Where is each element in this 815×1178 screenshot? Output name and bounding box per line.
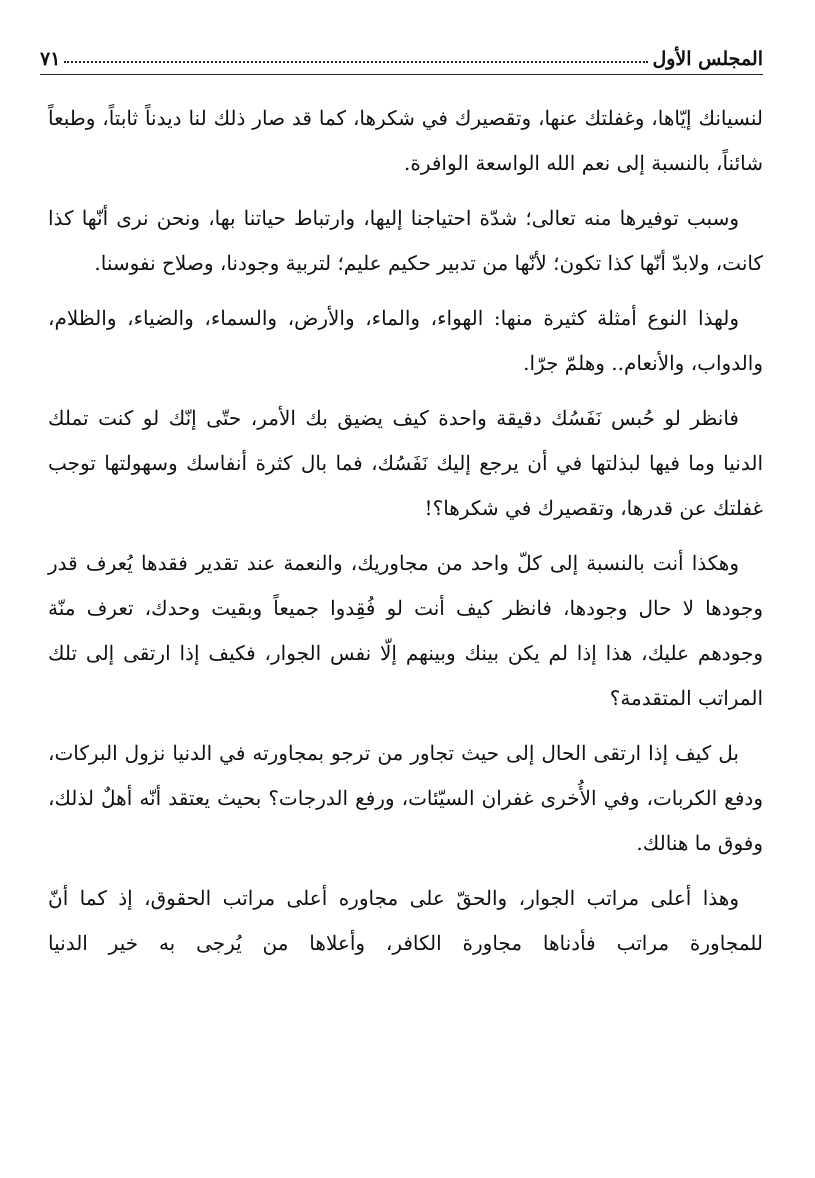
paragraph-6: بل كيف إذا ارتقى الحال إلى حيث تجاور من ترجو بمجاورته في الدنيا نزول البركات، ودفع الكربات، وفي الأُخرى غفران السيّئات، ورفع الدرجات؟ بحيث يعتقد أنّه أهلٌ لذلك، وفوق ما هنالك. [48, 741, 763, 855]
paragraph-5: وهكذا أنت بالنسبة إلى كلّ واحد من مجاوريك، والنعمة عند تقدير فقدها يُعرف قدر وجودها لا حال وجودها، فانظر كيف أنت لو فُقِدوا جميعاً وبقيت وحدك، تعرف منّة وجودهم عليك، هذا إذا لم يكن بينك وبينهم إلّا نفس الجوار، فكيف إذا ارتقى إلى تلك المراتب المتقدمة؟ [48, 551, 763, 710]
paragraph-3: ولهذا النوع أمثلة كثيرة منها: الهواء، والماء، والأرض، والسماء، والضياء، والظلام، والدواب، والأنعام.. وهلمّ جرّا. [48, 306, 763, 375]
chapter-title: المجلس الأول [652, 48, 763, 70]
paragraph-1: لنسيانك إيّاها، وغفلتك عنها، وتقصيرك في شكرها، كما قد صار ذلك لنا ديدناً ثابتاً، وطبعاً شائناً، بالنسبة إلى نعم الله الواسعة الوافرة. [48, 106, 763, 175]
page-header [40, 36, 763, 70]
paragraph-7: وهذا أعلى مراتب الجوار، والحقّ على مجاوره أعلى مراتب الحقوق، إذ كما أنّ للمجاورة مراتب فأدناها مجاورة الكافر، وأعلاها من يُرجى به خير الدنيا [48, 886, 763, 955]
body-text [48, 96, 763, 976]
paragraph-4: فانظر لو حُبس نَفَسُك دقيقة واحدة كيف يضيق بك الأمر، حتّى إنّك لو كنت تملك الدنيا وما فيها لبذلتها في أن يرجع إليك نَفَسُك، فما بال كثرة أنفاسك وسهولتها توجب غفلتك عن قدرها، وتقصيرك في شكرها؟! [48, 406, 763, 520]
paragraph-2: وسبب توفيرها منه تعالى؛ شدّة احتياجنا إليها، وارتباط حياتنا بها، ونحن نرى أنّها كذا كانت، ولابدّ أنّها كذا تكون؛ لأنّها من تدبير حكيم عليم؛ لتربية وجودنا، وصلاح نفوسنا. [48, 206, 763, 275]
header-rule [40, 74, 763, 75]
page-number: ٧١ [40, 48, 61, 70]
header-dot-leader [64, 60, 648, 63]
